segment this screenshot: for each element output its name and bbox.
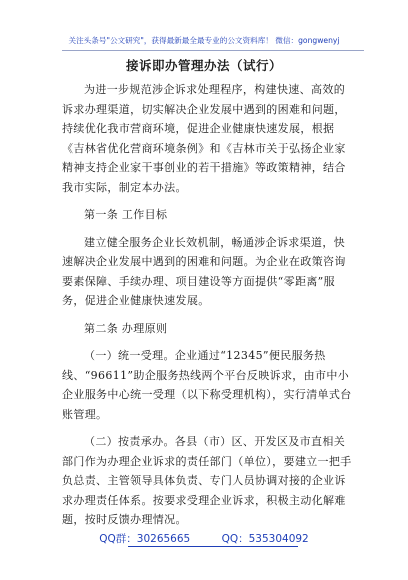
section-heading-1: 第一条 工作目标 bbox=[84, 208, 168, 221]
document-body bbox=[62, 80, 354, 530]
contact-footer bbox=[0, 531, 408, 546]
document-title: 接诉即办管理办法（试行） bbox=[125, 58, 282, 73]
qq-contact bbox=[222, 531, 309, 546]
section-body-1: 建立健全服务企业长效机制，畅通涉企诉求渠道，快速解决企业发展中遇到的困难和问题。为企业在政策咨询要素保障、手续办理、项目建设等方面提供“零距离”服务，促进企业健康快速发展。 bbox=[62, 235, 346, 307]
qq-group-label: QQ群： bbox=[99, 533, 137, 545]
intro-paragraph: 为进一步规范涉企诉求处理程序，构建快速、高效的诉求办理渠道，切实解决企业发展中遇到的困难和问题，持续优化我市营商环境，促进企业健康快速发展，根据《吉林省优化营商环境条例》和《吉林市关于弘扬企业家精神支持企业家干事创业的若干措施》等政策精神，结合我市实际，制定本办法。 bbox=[62, 83, 346, 194]
qq-number: 535304092 bbox=[248, 533, 309, 545]
promo-header: 关注头条号"公文研究"，获得最新最全最专业的公文资料库！ 微信：gongwenyj bbox=[68, 36, 340, 45]
qq-label: QQ： bbox=[221, 533, 249, 545]
principle-1: （一）统一受理。企业通过“12345”便民服务热线、“96611”助企服务热线两个平台反映诉求，由市中小企业服务中心统一受理（以下称受理机构），实行清单式台账管理。 bbox=[62, 349, 352, 421]
header-divider bbox=[62, 50, 364, 51]
qq-group-contact bbox=[99, 531, 190, 546]
section-heading-2: 第二条 办理原则 bbox=[84, 321, 168, 335]
qq-group-number: 30265665 bbox=[136, 533, 191, 545]
principle-2: （二）按责承办。各县（市）区、开发区及市直相关部门作为办理企业诉求的责任部门（单位），要建立一把手负总责、主管领导具体负责、专门人员协调对接的企业诉求办理责任体系。按要求受理企业诉求，积极主动化解难题，按时反馈办理情况。 bbox=[62, 435, 352, 526]
footer-underline bbox=[128, 546, 298, 547]
